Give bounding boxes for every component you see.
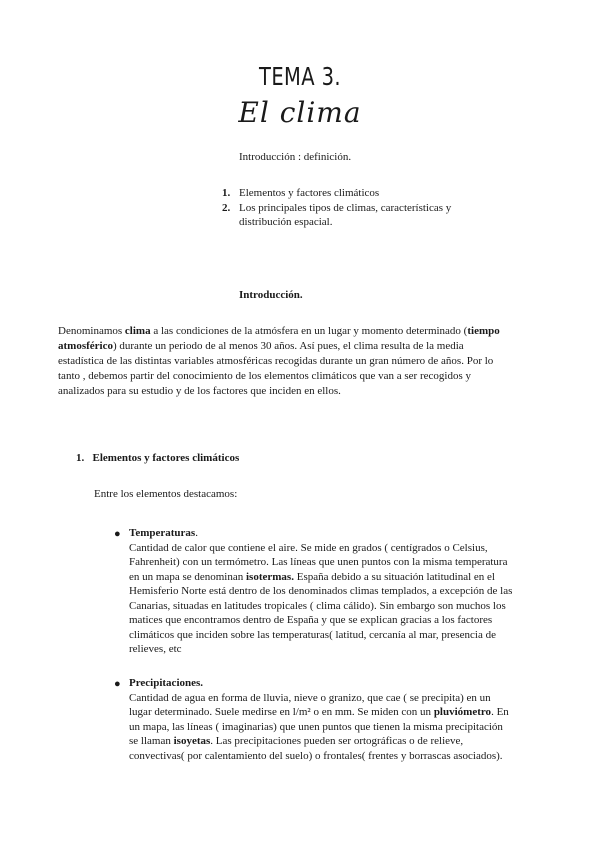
bullet-icon: ● xyxy=(114,678,121,690)
page-subtitle: El clima xyxy=(238,96,362,129)
introduction-heading: Introducción. xyxy=(239,289,303,301)
toc-number: 2. xyxy=(222,202,231,214)
bullet-temperaturas: Temperaturas. Cantidad de calor que contiene el aire. Se mide en grados ( centígrados o Celsius, Fahrenheit) con un termómetro. Las líneas que unen puntos con la misma temperatura en un mapa se denominan isotermas. España debido a su situación latitudinal en el Hemisferio Norte está dentro de los denominados climas templados, a excepción de las Canarias, situadas en latitudes tropicales ( clima cálido). Sin embargo son muchos los matices que encontramos dentro de España y que se explican gracias a los factores climáticos que inciden sobre las temperaturas( latitud, cercanía al mar, presencia de relieves, etc xyxy=(129,527,513,655)
toc-item xyxy=(222,186,462,200)
section1-heading xyxy=(76,452,239,464)
page-title: TEMA 3. xyxy=(259,62,341,91)
introduction-paragraph: Denominamos clima a las condiciones de la atmósfera en un lugar y momento determinado (tiempo atmosférico) durante un periodo de al menos 30 años. Así pues, el clima resulta de la media estadística de las distintas variables atmosféricas recogidas durante un gran número de años. Por lo tanto , debemos partir del conocimiento de los elementos climáticos que van a ser recogidos y analizados para su estudio y de los factores que inciden en ellos. xyxy=(58,325,500,397)
toc-text: Los principales tipos de climas, características y distribución espacial. xyxy=(239,202,452,228)
bullet-precipitaciones: Precipitaciones. Cantidad de agua en forma de lluvia, nieve o granizo, que cae ( se precipita) en un lugar determinado. Suele medirse en l/m² o en mm. Se miden con un pluviómetro. En un mapa, las líneas ( imaginarias) que unen puntos que tienen la misma precipitación se llaman isoyetas. Las precipitaciones pueden ser ortográficas o de relieve, convectivas( por calentamiento del suelo) o frontales( frentes y borrascas asociados). xyxy=(129,677,509,762)
toc-text: Elementos y factores climáticos xyxy=(239,187,380,199)
bullet-title: Temperaturas xyxy=(129,527,196,539)
section1-title: Elementos y factores climáticos xyxy=(92,452,240,464)
bullet-title: Precipitaciones. xyxy=(129,677,204,689)
section1-number: 1. xyxy=(76,452,85,464)
table-of-contents xyxy=(222,186,462,230)
toc-item xyxy=(222,201,462,229)
toc-number: 1. xyxy=(222,187,231,199)
section1-lead: Entre los elementos destacamos: xyxy=(94,488,238,500)
index-intro-label: Introducción : definición. xyxy=(239,151,352,163)
bullet-icon: ● xyxy=(114,528,121,540)
